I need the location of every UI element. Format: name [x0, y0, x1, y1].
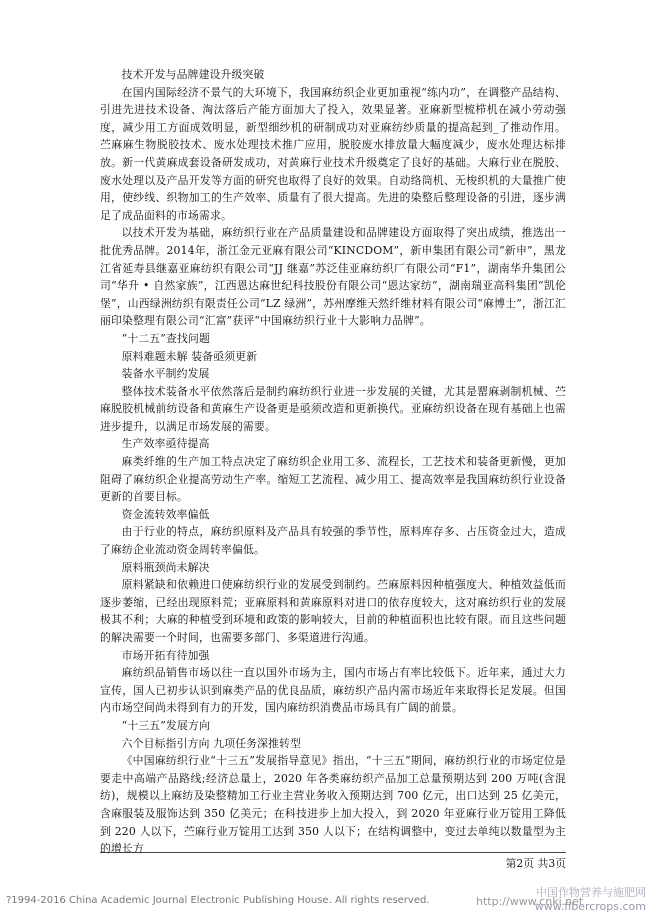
section-heading: 资金流转效率偏低: [121, 507, 210, 521]
footer-divider: [100, 852, 566, 853]
site-watermark: [530, 884, 646, 913]
body-paragraph: 麻类纤维的生产加工特点决定了麻纺织企业用工多、流程长，工艺技术和装备更新慢，更加阻碍了麻纺织企业提高劳动生产率。缩短工艺流程、减少用工、提高效率是我国麻纺织行业设备更新的首要目标。: [100, 455, 566, 504]
page-number: 第2页 共3页: [505, 857, 566, 870]
watermark-url: www.fibercrops.com: [534, 900, 646, 913]
body-paragraph: 由于行业的特点，麻纺织原料及产品具有较强的季节性，原料库存多、占压资金过大，造成了麻纺企业流动资金周转率偏低。: [100, 525, 566, 557]
body-paragraph: 整体技术装备水平依然落后是制约麻纺织行业进一步发展的关键，尤其是罂麻剥制机械、苎麻脱胶机械前纺设备和黄麻生产设备更是亟须改造和更新换代。亚麻纺织设备在现有基础上也需进步提升，以满足市场发展的需要。: [100, 384, 566, 433]
article-body: [100, 66, 566, 858]
cnki-link[interactable]: http://www.cnki.net: [476, 895, 584, 908]
copyright-text: ?1994-2016 China Academic Journal Electronic Publishing House. All rights reserved.: [6, 895, 430, 906]
body-paragraph: 在国内国际经济不景气的大环境下，我国麻纺织企业更加重视“练内功”，在调整产品结构、引进先进技术设备、淘汰落后产能方面加大了投入，效果显著。亚麻新型梳栉机在减小劳动强度，减少用工方面成效明显，新型细纱机的研制成功对亚麻纺纱质量的提高起到_了推动作用。苎麻麻生物脱胶技术、废水处理技术推广应用，脱胶废水排放量大幅度减少，废水处理达标排放。新一代黄麻成套设备研发成功，对黄麻行业技术升级奠定了良好的基础。大麻行业在脱胶、废水处理以及产品开发等方面的研究也取得了良好的效果。自动络筒机、无梭织机的大量推广使用，使纱线、织物加工的生产效率、质量有了很大提高。先进的染整后整理设备的引进，逐步满足了成品面料的市场需求。: [100, 85, 566, 222]
section-heading: “十二五”查找问题: [121, 331, 211, 345]
watermark-site-name: 中国作物营养与施肥网: [536, 886, 646, 899]
section-heading: 装备水平制约发展: [121, 367, 210, 381]
body-paragraph: 原料紧缺和依赖进口使麻纺织行业的发展受到制约。苎麻原料因种植强度大、种植效益低而逐步萎缩，已经出现原料荒；亚麻原料和黄麻原料对进口的依存度较大，这对麻纺织行业的发展极其不利；大麻的种植受到环境和政策的影响较大，目前的种植面积也比较有限。而且这些问题的解决需要一个时间，也需要多部门、多渠道进行沟通。: [100, 578, 566, 644]
section-heading: 技术开发与品牌建设升级突破: [121, 68, 265, 81]
body-paragraph: 《中国麻纺织行业“十三五”发展指导意见》指出，“十三五”期间，麻纺织行业的市场定位是要走中高端产品路线;经济总量上，2020 年各类麻纺织产品加工总量预期达到 200 万吨(含混纺)，规模以上麻纺及染整精加工行业主营业务收入预期达到 700 亿元，出口达到 25 亿美元，含麻服装及服饰达到 350 亿美元；在科技进步上加大投入，到 2020 年亚麻行业万锭用工降低到 220 人以下，苎麻行业万锭用工达到 350 人以下；在结构调整中，变过去单纯以数量型为主的增长方: [100, 754, 566, 856]
copyright-footer: [6, 895, 584, 908]
section-heading: “十三五”发展方向: [121, 718, 211, 732]
section-heading: 六个目标指引方向 九项任务深推转型: [121, 736, 302, 750]
section-heading: 市场开拓有待加强: [121, 648, 210, 662]
section-heading: 原料难题未解 装备亟须更新: [121, 349, 258, 363]
body-paragraph: 麻纺织品销售市场以往一直以国外市场为主，国内市场占有率比较低下。近年来，通过大力宣传，国人已初步认识到麻类产品的优良品质，麻纺织产品内需市场近年来取得长足发展。但国内市场空间尚未得到有力的开发，国内麻纺织消费品市场具有广阔的前景。: [100, 666, 566, 715]
section-heading: 原料瓶颈尚未解决: [121, 560, 210, 574]
section-heading: 生产效率亟待提高: [121, 437, 210, 451]
body-paragraph: 以技术开发为基础，麻纺织行业在产品质量建设和品牌建设方面取得了突出成绩，推选出一批优秀品牌。2014年，浙江金元亚麻有限公司“KINCDOM”，新申集团有限公司“新申”，黑龙江省延寿县继嘉亚麻纺织有限公司“JJ 继嘉”苏泛佳亚麻纺织厂有限公司“F1”，湖南华升集团公司“华升 • 自然家族”，江西恩达麻世纪科技股份有限公司“恩达家纺”，湖南瑞亚高科集团“凯伦堡”，山西绿洲纺织有限责任公司“LZ 绿洲”，苏州摩维天然纤维材料有限公司“麻博士”，浙江汇丽印染整理有限公司“汇富”获评“中国麻纺织行业十大影响力品牌”。: [100, 226, 566, 328]
